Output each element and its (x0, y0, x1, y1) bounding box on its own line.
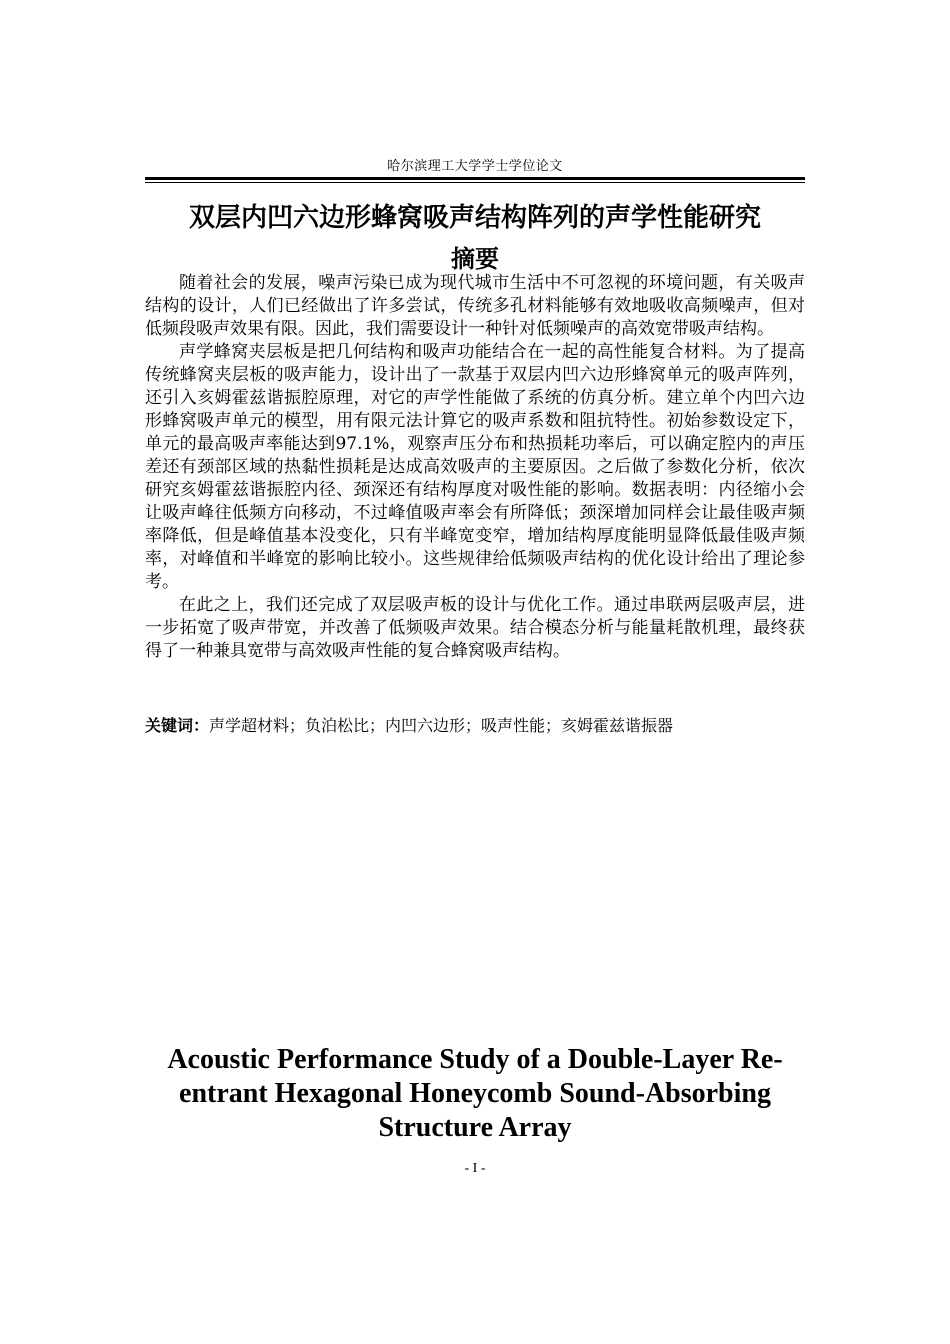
keywords-line (145, 715, 805, 737)
abstract-body (145, 272, 805, 663)
abstract-heading: 摘要 (451, 245, 499, 273)
keywords-text: 声学超材料；负泊松比；内凹六边形；吸声性能；亥姆霍兹谐振器 (209, 716, 674, 735)
chinese-title: 双层内凹六边形蜂窝吸声结构阵列的声学性能研究 (188, 203, 761, 233)
header-rule-thick (145, 177, 805, 180)
page-number: - I - (464, 1161, 486, 1176)
abstract-paragraph-2: 声学蜂窝夹层板是把几何结构和吸声功能结合在一起的高性能复合材料。为了提高传统蜂窝夹层板的吸声能力，设计出了一款基于双层内凹六边形蜂窝单元的吸声阵列，还引入亥姆霍兹谐振腔原理，对它的声学性能做了系统的仿真分析。建立单个内凹六边形蜂窝吸声单元的模型，用有限元法计算它的吸声系数和阻抗特性。初始参数设定下，单元的最高吸声率能达到97.1%，观察声压分布和热损耗功率后，可以确定腔内的声压差还有颈部区域的热黏性损耗是达成高效吸声的主要原因。之后做了参数化分析，依次研究亥姆霍兹谐振腔内径、颈深还有结构厚度对吸性能的影响。数据表明：内径缩小会让吸声峰往低频方向移动，不过峰值吸声率会有所降低；颈深增加同样会让最佳吸声频率降低，但是峰值基本没变化，只有半峰宽变窄，增加结构厚度能明显降低最佳吸声频率，对峰值和半峰宽的影响比较小。这些规律给低频吸声结构的优化设计给出了理论参考。 (145, 342, 805, 592)
abstract-paragraph-1: 随着社会的发展，噪声污染已成为现代城市生活中不可忽视的环境问题，有关吸声结构的设计，人们已经做出了许多尝试，传统多孔材料能够有效地吸收高频噪声，但对低频段吸声效果有限。因此，我们需要设计一种针对低频噪声的高效宽带吸声结构。 (145, 273, 805, 339)
english-title: Acoustic Performance Study of a Double-Layer Re-entrant Hexagonal Honeycomb Sound-Absorbing Structure Array (167, 1044, 783, 1143)
keywords-label: 关键词： (145, 716, 210, 735)
running-header: 哈尔滨理工大学学士学位论文 (387, 159, 563, 174)
header-rule-thin (145, 182, 805, 183)
abstract-paragraph-3: 在此之上，我们还完成了双层吸声板的设计与优化工作。通过串联两层吸声层，进一步拓宽了吸声带宽，并改善了低频吸声效果。结合模态分析与能量耗散机理，最终获得了一种兼具宽带与高效吸声性能的复合蜂窝吸声结构。 (145, 595, 805, 661)
